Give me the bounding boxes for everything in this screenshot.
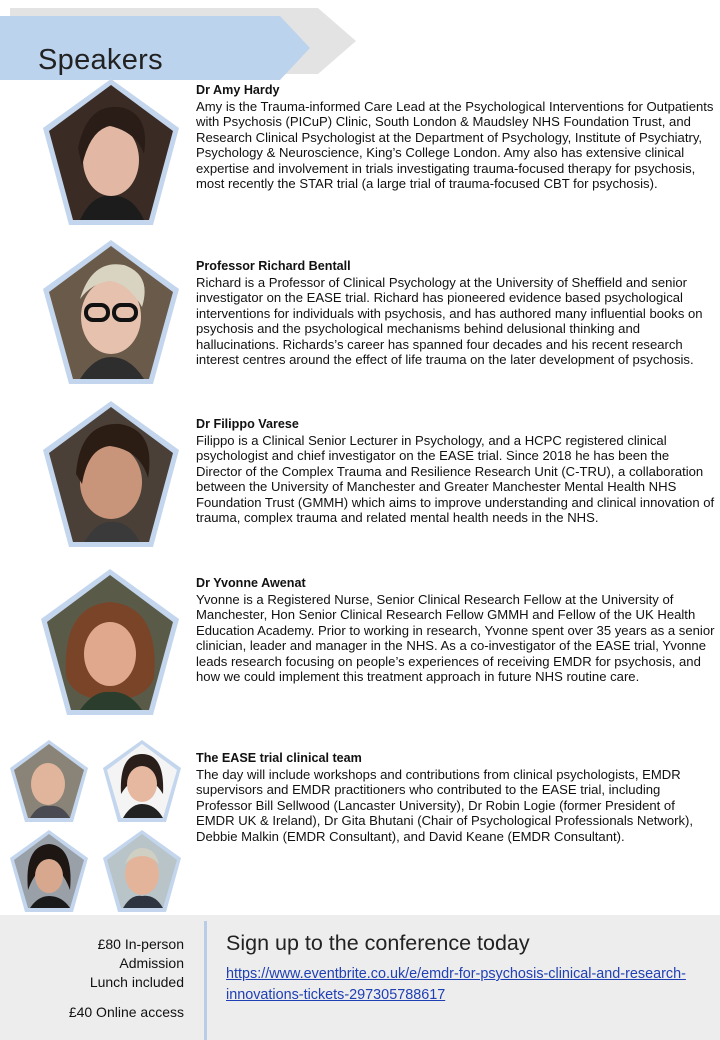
lunch-included-label: Lunch included (89, 974, 184, 990)
speaker-bio: The day will include workshops and contributions from clinical psychologists, EMDR supervisors and EMDR practitioners who contributed to the EASE trial, including Professor Bill Sellwood (Lancaster University), Dr Robin Logie (former President of EMDR UK & Ireland), Dr Gita Bhutani (Chair of Psychological Professionals Network), Debbie Malkin (EMDR Consultant), and David Keane (EMDR Consultant). (196, 766, 694, 844)
eventbrite-link[interactable]: https://www.eventbrite.co.uk/e/emdr-for-psychosis-clinical-and-research-innovations-tickets-297305788617 (226, 966, 686, 1003)
price-online: £40 Online access (68, 1004, 184, 1020)
speaker-name: Dr Yvonne Awenat (196, 576, 306, 590)
speaker-bio: Filippo is a Clinical Senior Lecturer in Psychology, and a HCPC registered clinical psychologist and chief investigator on the EASE trial. Since 2018 he has been the Director of the Complex Trauma and Resilience Research Unit (C-TRU), a collaboration between the University of Manchester and Greater Manchester Mental Health NHS Foundation Trust (GMMH) which aims to improve understanding and clinical innovation of trauma, complex trauma and related mental health needs in the NHS. (196, 432, 715, 525)
footer-panel (0, 915, 720, 1040)
price-in-person: £80 In-person (97, 936, 184, 952)
admission-label: Admission (119, 955, 184, 971)
portrait-team-member-4 (101, 828, 183, 914)
page-title: Speakers (38, 44, 163, 76)
speaker-yvonne-awenat (196, 576, 716, 685)
speakers-banner (0, 8, 360, 80)
portrait-richard-bentall (40, 237, 182, 387)
portrait-team-member-1 (8, 738, 90, 824)
portrait-yvonne-awenat (38, 566, 182, 718)
portrait-team-member-2 (101, 738, 183, 824)
speaker-filippo-varese (196, 417, 716, 526)
speaker-richard-bentall (196, 259, 716, 368)
footer-divider (204, 921, 207, 1040)
speaker-name: The EASE trial clinical team (196, 751, 362, 765)
speaker-name: Professor Richard Bentall (196, 259, 351, 273)
speaker-name: Dr Amy Hardy (196, 83, 280, 97)
portrait-filippo-varese (40, 398, 182, 550)
speaker-bio: Richard is a Professor of Clinical Psychology at the University of Sheffield and senior investigator on the EASE trial. Richard has pioneered evidence based psychological interventions for individuals with psychosis, and has authored many influential books on psychosis and the psychological mechanisms behind delusional thinking and hallucinations. Richards’s career has spanned four decades and his recent research interest centres around the effect of life trauma on the later development of psychosis. (196, 274, 703, 367)
speaker-bio: Yvonne is a Registered Nurse, Senior Clinical Research Fellow at the University of Manchester, Hon Senior Clinical Research Fellow GMMH and Fellow of the UK Health Education Academy. Prior to working in research, Yvonne spent over 35 years as a senior clinician, leader and manager in the NHS. As a co-investigator of the EASE trial, Yvonne leads research focusing on people’s experiences of receiving EMDR for psychosis, and how we could implement this treatment approach in future NHS routine care. (196, 591, 715, 684)
portrait-team-member-3 (8, 828, 90, 914)
speaker-ease-team (196, 751, 716, 844)
speaker-name: Dr Filippo Varese (196, 417, 299, 431)
signup-heading: Sign up to the conference today (226, 931, 530, 955)
portrait-amy-hardy (40, 76, 182, 228)
speaker-amy-hardy (196, 83, 716, 192)
speaker-bio: Amy is the Trauma-informed Care Lead at the Psychological Interventions for Outpatients with Psychosis (PICuP) Clinic, South London & Maudsley NHS Foundation Trust, and Research Clinical Psychologist at the Department of Psychology, Institute of Psychiatry, Psychology & Neuroscience, King’s College London. Amy also has extensive clinical expertise and involvement in trials investigating trauma-focused therapy for psychosis, most recently the STAR trial (a large trial of trauma-focused CBT for psychosis). (196, 98, 714, 191)
